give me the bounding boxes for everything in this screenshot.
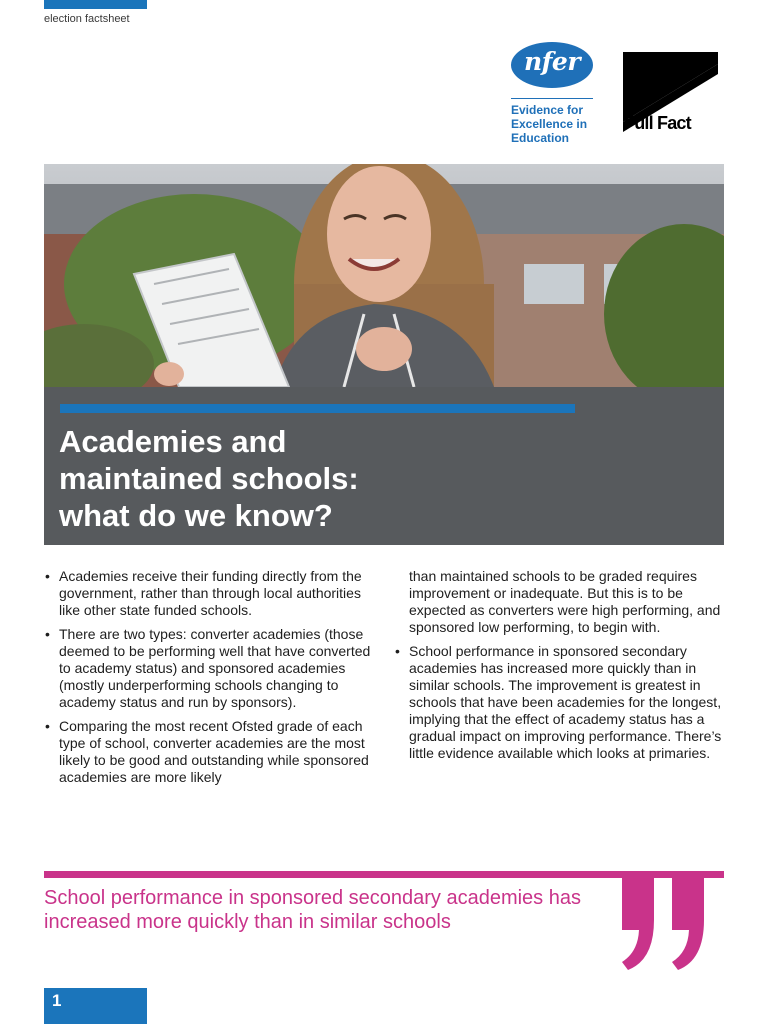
closing-double-quote-icon [612, 872, 724, 972]
top-accent-bar [44, 0, 147, 9]
student-reading-results-photo [44, 164, 724, 387]
body-column-right [394, 568, 728, 769]
title-accent-rule [60, 404, 575, 413]
page-title-line: what do we know? [59, 498, 333, 533]
pull-quote: School performance in sponsored secondary academies has increased more quickly than in similar schools [44, 887, 581, 933]
page-number: 1 [52, 991, 62, 1010]
nfer-wordmark: nfer [523, 47, 580, 76]
full-fact-wordmark: Full Fact [624, 113, 691, 133]
page-title [59, 423, 659, 534]
document-type-label: election factsheet [44, 13, 130, 25]
body-column-left [44, 568, 380, 793]
bullet-icon: • [45, 718, 50, 734]
nfer-tagline-line: Education [511, 131, 570, 145]
nfer-logo-rule [511, 98, 593, 99]
bullet-continuation: than maintained schools to be graded requires improvement or inadequate. But this is to be expected as converters were high performing, and sponsored low performing, to begin with. [409, 568, 721, 635]
bullet-icon: • [45, 568, 50, 584]
nfer-tagline [511, 103, 621, 145]
bullet-text: Comparing the most recent Ofsted grade of each type of school, converter academies are the most likely to be good and outstanding while sponsored academies are more likely [59, 718, 369, 785]
hero-banner [44, 164, 724, 545]
bullet-item [44, 568, 380, 619]
nfer-tagline-line: Excellence in [511, 117, 588, 131]
bullet-item [44, 718, 380, 786]
bullet-item [44, 626, 380, 711]
nfer-tagline-line: Evidence for [511, 103, 584, 117]
bullet-icon: • [45, 626, 50, 642]
bullet-icon: • [395, 643, 400, 659]
bullet-text: Academies receive their funding directly from the government, rather than through local authorities like other state funded schools. [59, 568, 362, 618]
bullet-item [394, 643, 728, 762]
bullet-text: School performance in sponsored secondary academies has increased more quickly than in similar schools. The improvement is greatest in schools that have been academies for the longest, implying that the effect of academy status has a gradual impact on improving performance. There’s little evidence available which looks at primaries. [409, 643, 722, 761]
page-title-line: maintained schools: [59, 461, 359, 496]
page-title-line: Academies and [59, 424, 287, 459]
bullet-text: There are two types: converter academies (those deemed to be performing well that have converted to academy status) and sponsored academies (mostly underperforming schools changing to academy status and run by sponsors). [59, 626, 371, 710]
